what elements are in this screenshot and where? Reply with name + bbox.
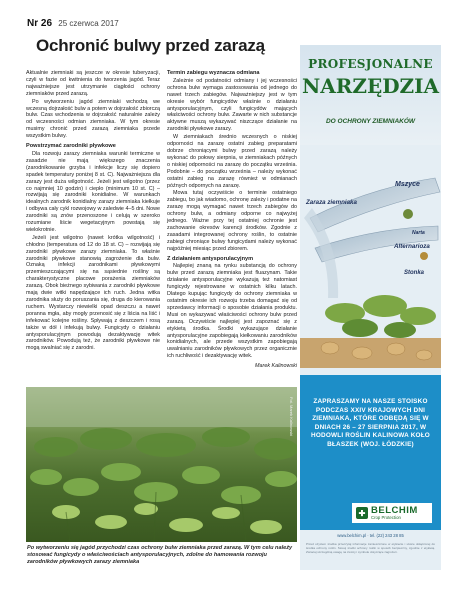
paragraph: Mowa tutaj oczywiście o terminie ostatniego zabiegu, bo jak wiadomo, ochronę zależy i podatne na zarazę mogą wymagać nawet trzech zabiegów do ochrony bulw, a odmiany odporne co najwyżej jednego. Ważne przy tej ostatniej ochronie jest zachowanie okresów karencji środków. Zgodnie z zasadami integrowanej ochrony roślin, to ostatnie zabiegi chroniące bulwy fungicydami należy wykonać najpóźniej miesiąc przed zbiorem. xyxy=(167,190,297,252)
advert-headline-1: PROFESJONALNE xyxy=(308,57,433,71)
paragraph: Zależnie od podatności odmiany i jej wczesności ochrona bulw wymaga zastosowania od jednego do nawet trzech zabiegów. Najważniejszy jest w tym okresie wybór fungicydów właśnie o działaniu antysporulacyjnym, czyli fungicydów mających właściwości ochrony bulw. Zawarte w nich substancje aktywne muszą wykazywać niszczące działanie na zarodniki pływkowe zarazy. xyxy=(167,77,297,133)
paragraph: Najlepiej znaną na rynku substancją do ochrony bulw przed zarazą ziemniaka jest fluazynam. Takie działanie antysporulacyjne wykazują też natomiast fungicydy rejestrowane w ostatnich kilku latach. Dlatego kupując fungicydy do ochrony ziemniaka w ostatnim okresie ich rozwoju trzeba domagać się od sprzedawcy informacji o sposobie działania produktu. Musi on wykazywać właściwości ochrony bulw przed zarazą. Oczywiście najlepiej jest zapoznać się z etykietą środka. Środki wykazujące działanie antysporulacyjne zapobiegają kiełkowaniu zarodników konidialnych, ale przede wszystkim zapobiegają uwalnianiu zarodników pływkowych przez organicznie ich ruchliwość i dezaktywację witek. xyxy=(167,263,297,360)
paragraph: Jeżeli jest wilgotno (nawet krótka wilgotność) i chłodno (temperatura od 12 do 18 st. C) – rozwijają się zarodniki pływkowe zarazy ziemniaka. To właśnie zarodniki pływkowe stanowią zagrożenie dla bulw. Oznaką infekcji zarodnikami pływkowymi przemieszczającymi się na sąsiednie rośliny są charakterystyczne placowe porażenia ziemniaków zarazą. Obok bieżnego sybiwania z zarodniki pływkowe mają dwie witki napędzające ich ruch. Jedna witka zarodnika służy do poruszania się, druga do kierowania ruchem. Wystarczy niewielki opad deszczu a nawet poranna mgła, aby mogły przenosić się z liścia na liść i infekować kolejne rośliny. Spływają z deszczem i rosą także w dół i infekują bulwy. Fungicydy o działaniu antysporulacyjnym powodują dezaktywację witek zarodników. Powodują też, że zarodniki pływkowe nie mogą swalniać się z zarodni. xyxy=(26,234,160,352)
article-title: Ochronić bulwy przed zarazą xyxy=(36,36,265,55)
belchim-logo-icon: ✚ xyxy=(356,507,368,519)
label-aphids: Mszyce xyxy=(395,181,420,188)
advert-promo-text: ZAPRASZAMY NA NASZE STOISKO PODCZAS XXIV KRAJOWYCH DNI ZIEMNIAKA, KTÓRE ODBĘDĄ SIĘ W DNIACH 26 – 27 SIERPNIA 2017, W HODOWLI ROŚLIN KALINOWA KOŁO BŁASZEK (WOJ. ŁÓDZKIE) xyxy=(311,398,430,448)
paragraph: Po wytworzeniu jagód ziemniaki wchodzą we wczesną dojrzałość bulw a potem w dojrzałość zbiorczą bulw. Czas wchodzenia w dojrzałość naturalnie zależy od wczesności odmian ziemniaka. W tym okresie musimy chronić przed zarazą ziemniaka przede wszystkim bulwy. xyxy=(26,98,160,140)
belchim-logo[interactable] xyxy=(352,503,432,523)
label-alternaria: Alternarioza xyxy=(394,243,430,250)
page-header xyxy=(27,18,119,29)
article-column-1 xyxy=(26,70,160,353)
potato-plants-illustration xyxy=(26,387,297,542)
advert-headline-3: DO OCHRONY ZIEMNIAKÓW xyxy=(325,118,416,125)
label-extra: Narta xyxy=(412,230,425,236)
potato-protection-illustration xyxy=(300,148,441,368)
author-signature: Marek Kalinowski xyxy=(255,363,297,370)
issue-number: Nr 26 xyxy=(27,18,53,29)
subheading: Powstrzymać zarodniki pływkowe xyxy=(26,143,116,150)
brand-name: BELCHIM xyxy=(371,505,418,516)
advert-contact[interactable]: www.belchim.pl · tel. (22) 243 28 85 xyxy=(337,533,404,538)
advert-fine-print: Przed użyciem środka przeczytaj informacje zamieszczone w etykiecie i ulotce dołączonej do środka ochrony roślin. Stosuj środki ochrony roślin w sposób bezpieczny, zgodnie z etykietą. Zwracaj szczególną uwagę na zwroty i symbole dotyczące zagrożeń. xyxy=(306,542,435,554)
belchim-advert[interactable] xyxy=(300,45,441,570)
photo-caption: Po wytworzeniu się jagód przychodzi czas ochrony bulw ziemniaka przed zarazą. W tym celu należy stosować fungicydy o właściwościach antysporulacyjnych, zdolne do hamowania rozwoju zarodników pływkowych zarazy ziemniaka xyxy=(27,545,293,565)
paragraph: W ziemniakach średnio wczesnych o niskiej odporności na zarazę ostatni zabieg preparatami dobrze chroniącymi bulwy przed zarazą należy wykonać do połowy sierpnia, w ziemniakach późnych o niskiej odporności na zarazę do początku września. Podobnie – do początku września – należy wykonać ostatni zabieg na zarazę również w odmianach późnych odpornych na zarazę. xyxy=(167,134,297,189)
subheading: Termin zabiegu wyznacza odmiana xyxy=(167,70,260,76)
label-late-blight: Zaraza ziemniaka xyxy=(306,199,357,206)
issue-date: 25 czerwca 2017 xyxy=(58,19,119,28)
article-lead: Aktualnie ziemniaki są jeszcze w okresie tuberyzacji, czyli w fazie od kwitnienia do tworzenia jagód. Teraz najważniejsze jest utrzymanie ciągłości ochrony ziemniaków przed zarazą. xyxy=(26,70,160,97)
article-column-2 xyxy=(167,70,297,371)
potato-field-photo xyxy=(26,387,297,542)
photo-credit: Fot. Marek Kalinowski xyxy=(289,397,294,437)
label-beetle: Stonka xyxy=(404,270,425,276)
brand-tagline: Crop Protection xyxy=(371,515,401,520)
subheading: Z działaniem antysporulacyjnym xyxy=(167,255,254,262)
advert-headline-2: NARZĘDZIA xyxy=(301,74,440,98)
paragraph: Dla rozwoju zarazy ziemniaka warunki termiczne w zasadzie nie mają większego znaczenia (zarodnikowanie grzyba i infekcje liczy się dopiero spadek temperatury poniżej 8 st. C). Najważniejsza dla zarazy jest duża wilgotność. Jeżeli jest wilgotno (przez co najmniej 10 godzin) i ciepło (minimum 10 st. C) – rozwijają się zarodniki konidialne. W warunkach idealnych zarodnik konidialny zarazy ziemniaka kiełkuje i odbywa cały cykl rozwojowy w zaledwie 4–5 dni. Nowe zarodniki są znów przenoszone i celują w szeroko rozumiane liście wegetacyjnym powstają się wielokrotnie. xyxy=(26,150,160,233)
